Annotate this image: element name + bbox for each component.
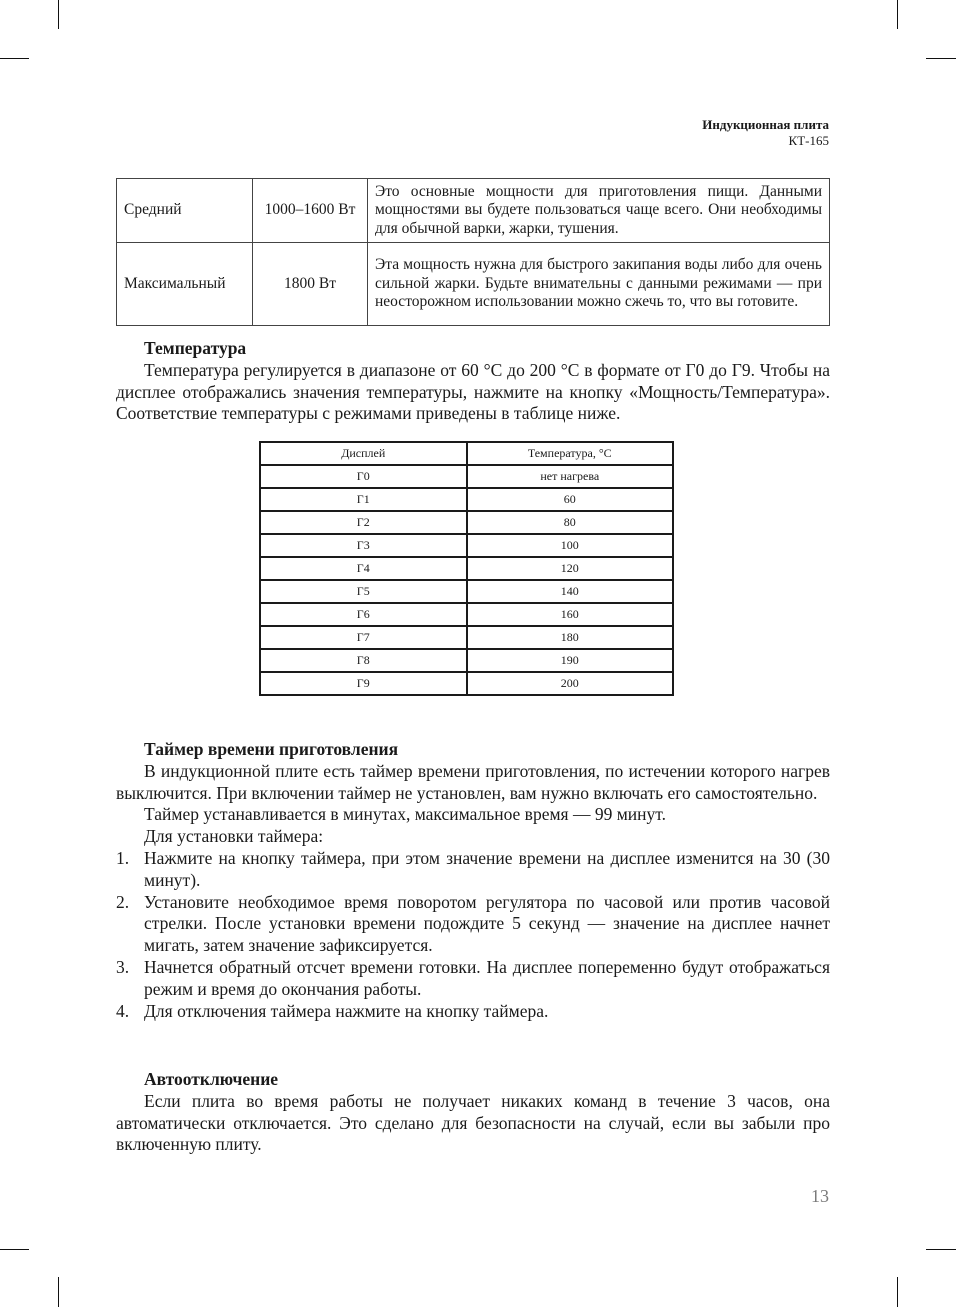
- list-item: [116, 957, 830, 1001]
- mode-cell: Максимальный: [117, 243, 253, 326]
- table-row: [260, 465, 673, 488]
- temperature-heading: Температура: [144, 338, 247, 358]
- timer-section: [116, 739, 830, 1022]
- temperature-cell: 200: [467, 672, 674, 695]
- timer-heading: Таймер времени приготовления: [144, 739, 399, 759]
- display-cell: Г6: [260, 603, 467, 626]
- crop-mark-bottom-left-v: [58, 1277, 59, 1307]
- timer-steps-list: [116, 848, 830, 1022]
- step-text: Нажмите на кнопку таймера, при этом значение времени на дисплее изменится на 30 (30 минут).: [144, 847, 830, 890]
- timer-paragraph: Таймер устанавливается в минутах, максимальное время — 99 минут.: [144, 804, 666, 825]
- table-row: [260, 511, 673, 534]
- timer-paragraph: Для установки таймера:: [144, 826, 324, 847]
- crop-mark-top-right-v: [897, 0, 898, 29]
- temperature-cell: 100: [467, 534, 674, 557]
- table-row: [260, 557, 673, 580]
- display-cell: Г4: [260, 557, 467, 580]
- description-cell: Это основные мощности для приготовления пищи. Данными мощностями вы будете пользоваться чаще всего. Они необходимы для обычной варки, жарки, тушения.: [368, 179, 830, 243]
- auto-off-heading: Автоотключение: [144, 1069, 279, 1089]
- temperature-section: [116, 338, 830, 425]
- display-cell: Г7: [260, 626, 467, 649]
- crop-mark-top-left-v: [58, 0, 59, 29]
- display-cell: Г5: [260, 580, 467, 603]
- list-item: [116, 1001, 830, 1023]
- table-header-row: [260, 442, 673, 465]
- table-row: [260, 488, 673, 511]
- description-cell: Эта мощность нужна для быстрого закипания воды либо для очень сильной жарки. Будьте внимательны с данными режимами — при неосторожном использовании можно сжечь то, что вы готовите.: [368, 243, 830, 326]
- crop-mark-top-left-h: [0, 58, 29, 59]
- temperature-cell: 160: [467, 603, 674, 626]
- page-number: 13: [811, 1186, 829, 1206]
- table-row: [260, 580, 673, 603]
- running-header: [702, 117, 829, 149]
- column-header-temperature: Температура, °С: [467, 442, 674, 465]
- power-cell: 1000–1600 Вт: [253, 179, 368, 243]
- display-cell: Г8: [260, 649, 467, 672]
- step-text: Для отключения таймера нажмите на кнопку таймера.: [144, 1000, 549, 1021]
- table-row: [117, 243, 830, 326]
- header-model: КТ-165: [788, 133, 829, 148]
- crop-mark-bottom-left-h: [0, 1249, 29, 1250]
- step-number: 2.: [116, 891, 130, 912]
- table-row: [117, 179, 830, 243]
- display-cell: Г0: [260, 465, 467, 488]
- table-row: [260, 626, 673, 649]
- power-modes-table: [116, 178, 830, 326]
- temperature-table: [259, 441, 674, 696]
- temperature-paragraph: Температура регулируется в диапазоне от 60 °С до 200 °С в формате от Г0 до Г9. Чтобы на дисплее отображались значения температуры, нажмите на кнопку «Мощность/Температура». Соответствие температуры с режимами приведены в таблице ниже.: [116, 359, 830, 424]
- step-number: 3.: [116, 956, 130, 977]
- display-cell: Г9: [260, 672, 467, 695]
- temperature-cell: 180: [467, 626, 674, 649]
- step-text: Установите необходимое время поворотом регулятора по часовой или против часовой стрелки. После установки времени подождите 5 секунд — значение на дисплее начнет мигать, затем значение зафиксируется.: [144, 891, 830, 956]
- timer-paragraph: В индукционной плите есть таймер времени приготовления, по истечении которого нагрев выключится. При включении таймер не установлен, вам нужно включать его самостоятельно.: [116, 760, 830, 803]
- power-cell: 1800 Вт: [253, 243, 368, 326]
- temperature-cell: 60: [467, 488, 674, 511]
- column-header-display: Дисплей: [260, 442, 467, 465]
- temperature-cell: 190: [467, 649, 674, 672]
- list-item: [116, 848, 830, 892]
- temperature-cell: 140: [467, 580, 674, 603]
- mode-cell: Средний: [117, 179, 253, 243]
- table-row: [260, 672, 673, 695]
- temperature-cell: 80: [467, 511, 674, 534]
- table-row: [260, 534, 673, 557]
- auto-off-section: [116, 1069, 830, 1156]
- display-cell: Г3: [260, 534, 467, 557]
- header-title: Индукционная плита: [702, 117, 829, 132]
- step-text: Начнется обратный отсчет времени готовки. На дисплее попеременно будут отображаться режим и время до окончания работы.: [144, 956, 830, 999]
- crop-mark-bottom-right-h: [926, 1249, 956, 1250]
- auto-off-paragraph: Если плита во время работы не получает никаких команд в течение 3 часов, она автоматически отключается. Это сделано для безопасности на случай, если вы забыли про включенную плиту.: [116, 1090, 830, 1155]
- list-item: [116, 892, 830, 957]
- display-cell: Г2: [260, 511, 467, 534]
- table-row: [260, 649, 673, 672]
- temperature-cell: нет нагрева: [467, 465, 674, 488]
- step-number: 1.: [116, 847, 130, 868]
- temperature-cell: 120: [467, 557, 674, 580]
- crop-mark-top-right-h: [926, 58, 956, 59]
- table-row: [260, 603, 673, 626]
- step-number: 4.: [116, 1000, 130, 1021]
- crop-mark-bottom-right-v: [897, 1277, 898, 1307]
- display-cell: Г1: [260, 488, 467, 511]
